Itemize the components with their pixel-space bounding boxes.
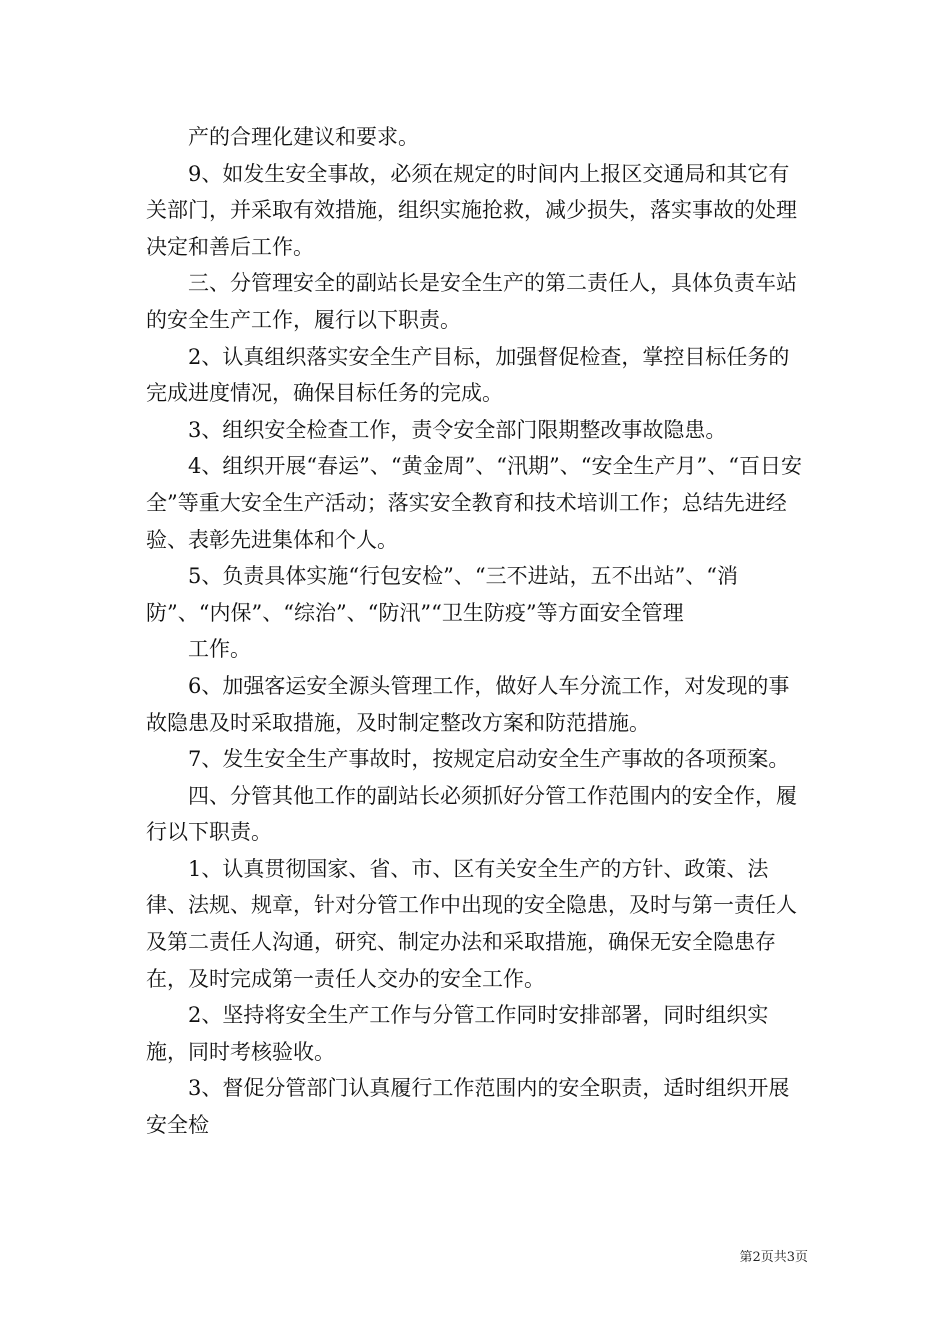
paragraph: 2、认真组织落实安全生产目标，加强督促检查，掌控目标任务的完成进度情况，确保目标任务的完成。 bbox=[146, 344, 790, 406]
paragraph: 6、加强客运安全源头管理工作，做好人车分流工作，对发现的事故隐患及时采取措施，及时制定整改方案和防范措施。 bbox=[146, 673, 790, 735]
page-number: 第2页共3页 bbox=[739, 1250, 808, 1265]
paragraph: 9、如发生安全事故，必须在规定的时间内上报区交通局和其它有关部门，并采取有效措施，组织实施抢救，减少损失，落实事故的处理决定和善后工作。 bbox=[146, 161, 797, 259]
paragraph: 四、分管其他工作的副站长必须抓好分管工作范围内的安全作，履行以下职责。 bbox=[146, 783, 797, 845]
paragraph: 3、组织安全检查工作，责令安全部门限期整改事故隐患。 bbox=[188, 417, 727, 442]
paragraph: 产的合理化建议和要求。 bbox=[188, 125, 419, 149]
paragraph: 2、坚持将安全生产工作与分管工作同时安排部署，同时组织实施，同时考核验收。 bbox=[146, 1003, 769, 1064]
paragraph: 3、督促分管部门认真履行工作范围内的安全职责，适时组织开展安全检 bbox=[146, 1076, 790, 1138]
paragraph: 工作。 bbox=[188, 637, 251, 662]
paragraph: 5、负责具体实施“行包安检”、“三不进站，五不出站”、“消防”、“内保”、“综治”、“防汛”“卫生防疫”等方面安全管理 bbox=[146, 564, 739, 625]
document-body bbox=[146, 119, 806, 1144]
paragraph: 7、发生安全生产事故时，按规定启动安全生产事故的各项预案。 bbox=[188, 747, 790, 772]
paragraph: 4、组织开展“春运”、“黄金周”、“汛期”、“安全生产月”、“百日安全”等重大安全生产活动；落实安全教育和技术培训工作；总结先进经验、表彰先进集体和个人。 bbox=[146, 454, 802, 552]
paragraph: 1、认真贯彻国家、省、市、区有关安全生产的方针、政策、法律、法规、规章，针对分管工作中出现的安全隐患，及时与第一责任人及第二责任人沟通，研究、制定办法和采取措施，确保无安全隐患存在，及时完成第一责任人交办的安全工作。 bbox=[146, 856, 797, 991]
paragraph: 三、分管理安全的副站长是安全生产的第二责任人，具体负责车站的安全生产工作，履行以下职责。 bbox=[146, 271, 797, 332]
